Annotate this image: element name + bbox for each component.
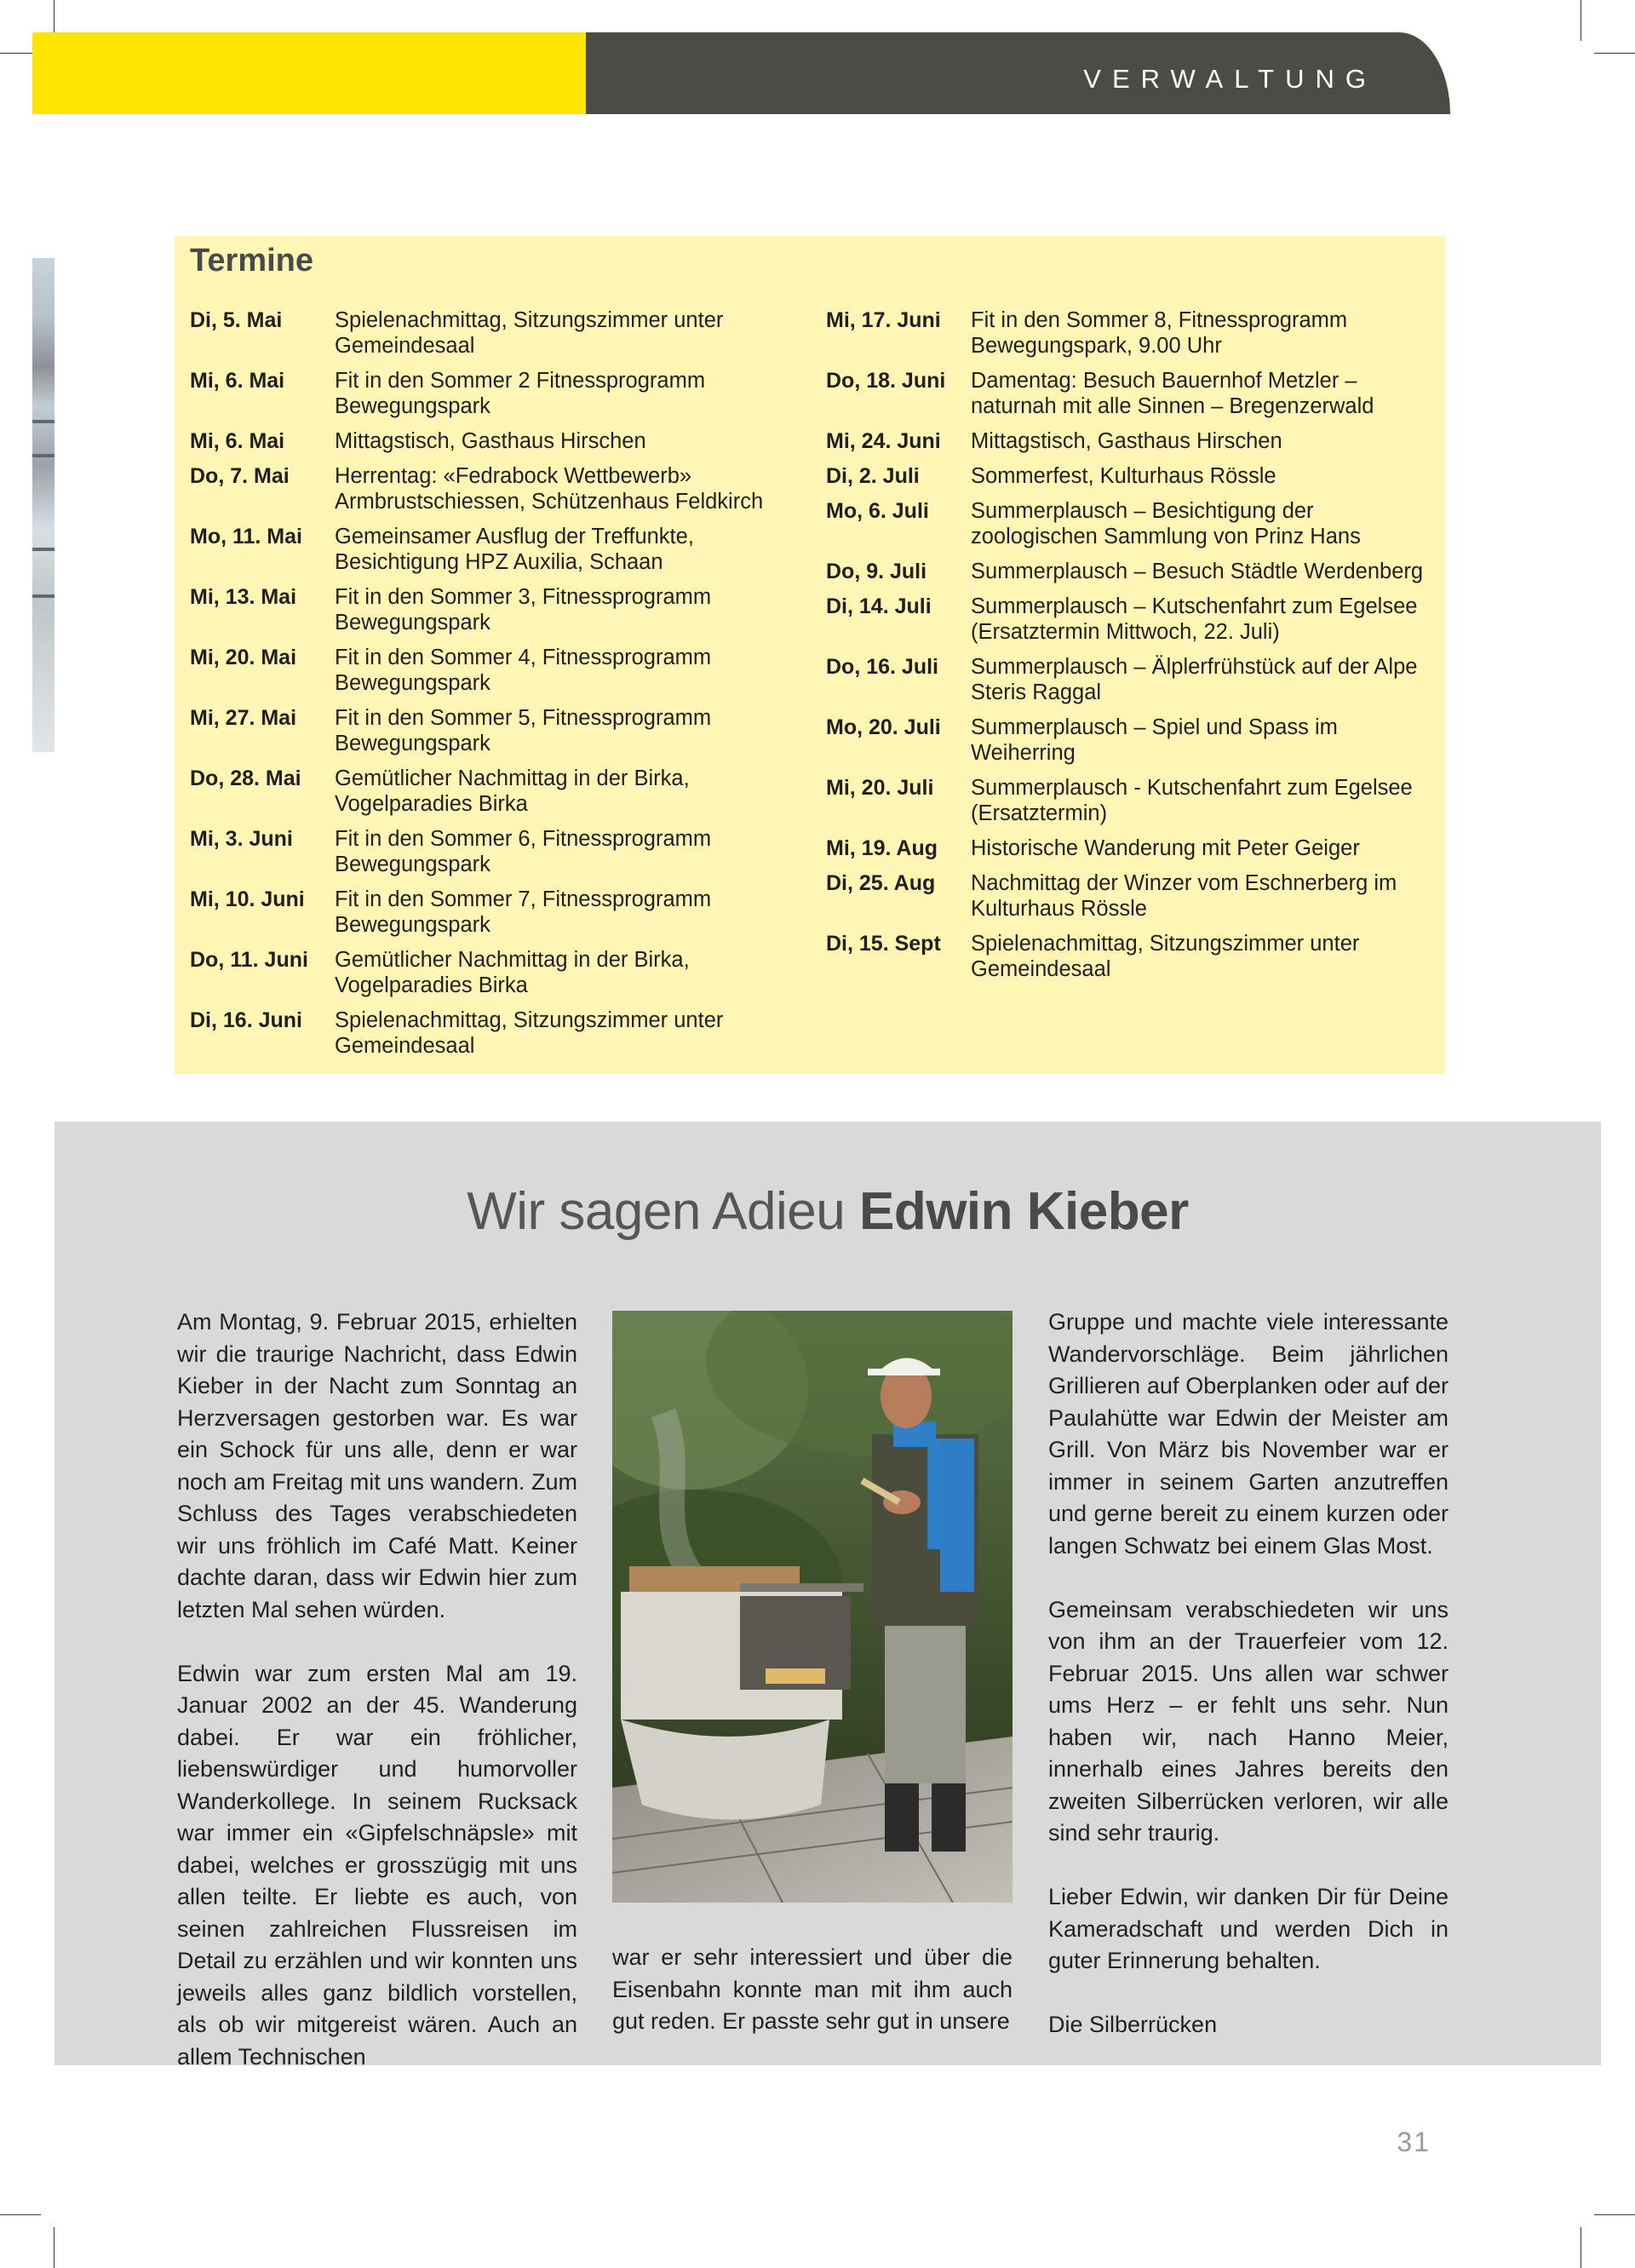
termin-event: Spielenachmittag, Sitzungszimmer unter Gemeindesaal	[971, 932, 1360, 981]
termine-column-left	[190, 307, 812, 1068]
termin-event: Summerplausch - Kutschenfahrt zum Egelsee (Ersatztermin)	[971, 776, 1413, 825]
termin-row	[190, 947, 812, 998]
termin-date: Do, 7. Mai	[190, 464, 290, 488]
termin-date: Mo, 20. Juli	[826, 715, 941, 739]
termin-event: Historische Wanderung mit Peter Geiger	[971, 836, 1360, 860]
termin-date: Do, 28. Mai	[190, 767, 301, 790]
article-paragraph: Edwin war zum ersten Mal am 19. Januar 2002 an der 45. Wanderung dabei. Er war ein fröhlicher, liebenswürdiger und humorvoller Wanderkollege. In seinem Rucksack war immer ein «Gipfelschnäpsle» mit dabei, welches er grosszügig mit uns allen teilte. Er liebte es auch, von seinen zahlreichen Flussreisen im Detail zu erzählen und wir konnten uns jeweils alles ganz bildlich vorstellen, als ob wir mitgereist wären. Auch an allem Technischen	[177, 1660, 577, 2070]
termin-row	[826, 428, 1439, 454]
termin-event: Damentag: Besuch Bauernhof Metzler – naturnah mit alle Sinnen – Bregenzerwald	[971, 369, 1374, 418]
termin-date: Mi, 19. Aug	[826, 836, 938, 860]
termin-event: Gemütlicher Nachmittag in der Birka, Vogelparadies Birka	[335, 767, 690, 816]
article-column-3	[1048, 1306, 1449, 2041]
termin-event: Sommerfest, Kulturhaus Rössle	[971, 464, 1276, 488]
termin-date: Mi, 20. Mai	[190, 646, 297, 669]
termin-date: Mi, 20. Juli	[826, 776, 934, 800]
termin-event: Fit in den Sommer 8, Fitnessprogramm Bewegungspark, 9.00 Uhr	[971, 308, 1348, 358]
termin-date: Mi, 24. Juni	[826, 429, 941, 453]
termin-event: Fit in den Sommer 3, Fitnessprogramm Bewegungspark	[335, 585, 712, 634]
termin-row	[190, 705, 812, 756]
termin-date: Mi, 6. Mai	[190, 429, 285, 453]
crop-mark	[1594, 2214, 1635, 2215]
termin-date: Di, 15. Sept	[826, 932, 941, 956]
article-paragraph: Gemeinsam verabschiedeten wir uns von ihm an der Trauerfeier vom 12. Februar 2015. Uns allen war schwer ums Herz – er fehlt uns sehr. Nun haben wir, nach Hanno Meier, innerhalb eines Jahres bereits den zweiten Silberrücken verloren, wir alle sind sehr traurig.	[1048, 1596, 1449, 1846]
termin-event: Gemütlicher Nachmittag in der Birka, Vogelparadies Birka	[335, 948, 690, 997]
photo-illustration	[612, 1311, 1013, 1903]
termin-event: Summerplausch – Älplerfrühstück auf der Alpe Steris Raggal	[971, 655, 1418, 704]
termin-row	[826, 559, 1439, 584]
termin-date: Di, 14. Juli	[826, 594, 932, 618]
termin-date: Di, 25. Aug	[826, 871, 936, 895]
termin-event: Fit in den Sommer 7, Fitnessprogramm Bewegungspark	[335, 887, 712, 937]
article-paragraph: Lieber Edwin, wir danken Dir für Deine Kameradschaft und werden Dich in guter Erinnerung behalten.	[1048, 1884, 1449, 1973]
termin-row	[826, 931, 1439, 982]
termin-row	[826, 498, 1439, 549]
termin-event: Spielenachmittag, Sitzungszimmer unter Gemeindesaal	[335, 1008, 724, 1058]
termin-event: Herrentag: «Fedrabock Wettbewerb» Armbrustschiessen, Schützenhaus Feldkirch	[335, 464, 764, 514]
termin-date: Mi, 6. Mai	[190, 369, 285, 393]
page-number: 31	[1397, 2127, 1431, 2157]
termin-row	[190, 524, 812, 575]
termin-row	[826, 835, 1439, 861]
termin-event: Fit in den Sommer 2 Fitnessprogramm Bewegungspark	[335, 369, 706, 418]
termin-event: Summerplausch – Besuch Städtle Werdenberg	[971, 560, 1424, 583]
termin-row	[190, 463, 812, 514]
section-title: VERWALTUNG	[1083, 64, 1377, 94]
article-column-1	[177, 1306, 577, 2073]
termin-event: Summerplausch – Kutschenfahrt zum Egelsee (Ersatztermin Mittwoch, 22. Juli)	[971, 594, 1418, 644]
termin-date: Do, 18. Juni	[826, 369, 946, 393]
termin-date: Mo, 11. Mai	[190, 525, 302, 548]
termin-row	[826, 715, 1439, 766]
termin-row	[190, 645, 812, 696]
crop-mark	[0, 2214, 41, 2215]
termin-date: Mi, 10. Juni	[190, 887, 305, 911]
termin-row	[826, 594, 1439, 645]
termin-row	[190, 826, 812, 877]
article-paragraph: Am Montag, 9. Februar 2015, erhielten wir die traurige Nachricht, dass Edwin Kieber in der Nacht zum Sonntag an Herzversagen gestorben war. Es war ein Schock für uns alle, denn er war noch am Freitag mit uns wandern. Zum Schluss des Tages verabschiedeten wir uns fröhlich im Café Matt. Keiner dachte daran, dass wir Edwin hier zum letzten Mal sehen würden.	[177, 1309, 577, 1622]
termin-event: Spielenachmittag, Sitzungszimmer unter Gemeindesaal	[335, 308, 724, 358]
obituary-article	[54, 1122, 1601, 2070]
article-paragraph: Die Silberrücken	[1048, 2012, 1218, 2037]
termin-date: Do, 11. Juni	[190, 948, 308, 972]
termin-row	[826, 368, 1439, 419]
crop-mark	[1580, 2227, 1581, 2268]
termine-title: Termine	[190, 243, 314, 278]
article-paragraph: Gruppe und machte viele interessante Wandervorschläge. Beim jährlichen Grillieren auf Oberplanken oder auf der Paulahütte war Edwin der Meister am Grill. Von März bis November war er immer in seinem Garten anzutreffen und gerne bereit zu einem kurzen oder langen Schwatz bei einem Glas Most.	[1048, 1309, 1449, 1559]
termin-row	[190, 368, 812, 419]
termin-row	[826, 654, 1439, 705]
photo-man-at-grill	[612, 1311, 1013, 1903]
termin-event: Mittagstisch, Gasthaus Hirschen	[971, 429, 1282, 453]
termin-row	[190, 1008, 812, 1059]
termin-date: Mi, 17. Juni	[826, 308, 941, 332]
termin-date: Di, 16. Juni	[190, 1008, 302, 1032]
termin-date: Di, 2. Juli	[826, 464, 920, 488]
termin-event: Nachmittag der Winzer vom Eschnerberg im Kulturhaus Rössle	[971, 871, 1397, 921]
header-accent-bar	[32, 32, 586, 114]
termin-date: Do, 16. Juli	[826, 655, 938, 679]
termin-row	[826, 463, 1439, 489]
termin-date: Mo, 6. Juli	[826, 499, 929, 523]
termin-date: Mi, 3. Juni	[190, 827, 293, 851]
termin-event: Fit in den Sommer 5, Fitnessprogramm Bewegungspark	[335, 706, 712, 755]
article-paragraph: war er sehr interessiert und über die Eisenbahn konnte man mit ihm auch gut reden. Er passte sehr gut in unsere	[612, 1944, 1013, 2034]
termin-event: Summerplausch – Spiel und Spass im Weiherring	[971, 715, 1338, 765]
termine-column-right	[826, 307, 1439, 991]
termin-row	[190, 307, 812, 359]
termin-row	[826, 775, 1439, 826]
title-light: Wir sagen Adieu	[467, 1182, 859, 1241]
crop-mark	[1594, 53, 1635, 54]
termin-event: Fit in den Sommer 6, Fitnessprogramm Bewegungspark	[335, 827, 712, 876]
section-header	[586, 32, 1450, 114]
termin-event: Summerplausch – Besichtigung der zoologischen Sammlung von Prinz Hans	[971, 499, 1361, 548]
title-name: Edwin Kieber	[858, 1182, 1189, 1241]
edge-photo-strip	[32, 258, 54, 752]
termin-event: Fit in den Sommer 4, Fitnessprogramm Bewegungspark	[335, 646, 712, 695]
termin-date: Mi, 27. Mai	[190, 706, 297, 730]
termin-row	[190, 887, 812, 938]
termin-event: Mittagstisch, Gasthaus Hirschen	[335, 429, 646, 453]
termin-date: Do, 9. Juli	[826, 560, 927, 583]
termin-row	[826, 870, 1439, 922]
termine-box	[175, 236, 1445, 1074]
termin-row	[190, 428, 812, 454]
article-title	[54, 1181, 1601, 1242]
termin-row	[190, 584, 812, 635]
termin-date: Mi, 13. Mai	[190, 585, 297, 609]
article-column-2	[612, 1942, 1013, 2038]
termin-event: Gemeinsamer Ausflug der Treffunkte, Besichtigung HPZ Auxilia, Schaan	[335, 525, 694, 574]
termin-row	[826, 307, 1439, 359]
crop-mark	[1580, 0, 1581, 41]
termin-date: Di, 5. Mai	[190, 308, 283, 332]
termin-row	[190, 766, 812, 817]
